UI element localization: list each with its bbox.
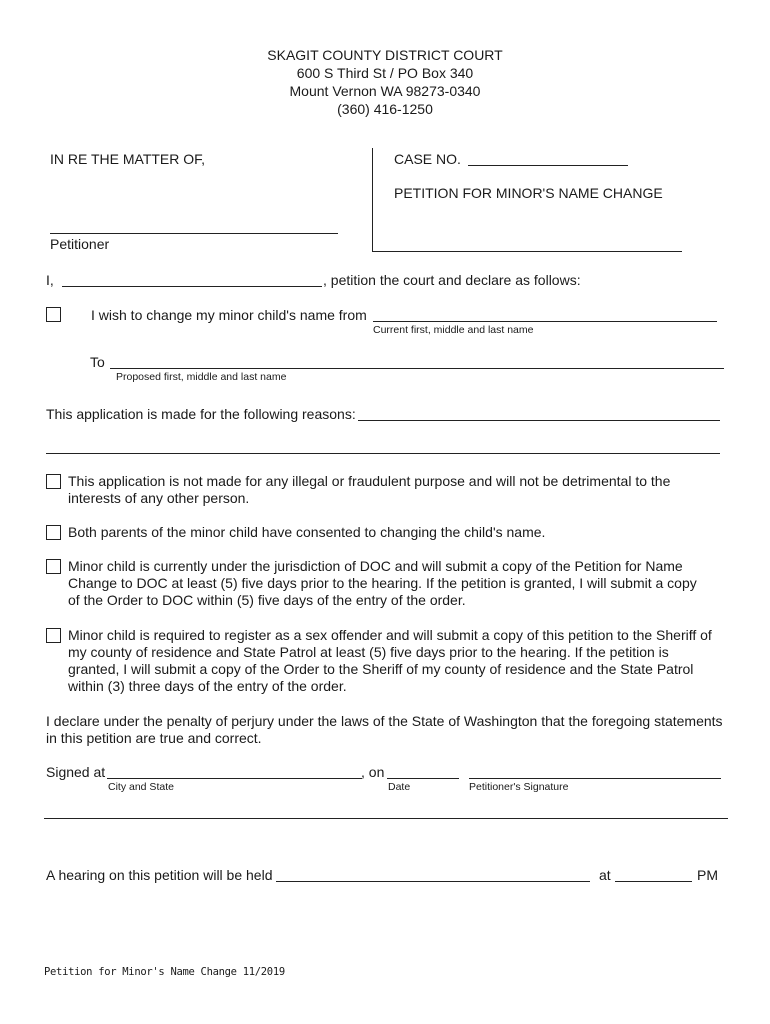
section-separator <box>44 818 728 819</box>
statement-sex-offender: Minor child is required to register as a sex offender and will submit a copy of this petition to the Sheriff of my county of residence and State Patrol at least (5) five days prior to the hearing. If the petition is granted, I will submit a copy of the Order to the Sheriff of my county of residence and the State Patrol within (3) three days of the entry of the order. <box>68 627 712 694</box>
form-footer: Petition for Minor's Name Change 11/2019 <box>44 966 285 978</box>
date-field[interactable] <box>387 778 459 779</box>
caption-divider <box>372 148 373 252</box>
city-state-hint: City and State <box>108 781 174 793</box>
petitioner-label: Petitioner <box>50 236 110 252</box>
matter-label: IN RE THE MATTER OF, <box>50 151 206 167</box>
declaration-suffix: , petition the court and declare as follows: <box>323 272 581 288</box>
perjury-declaration: I declare under the penalty of perjury under the laws of the State of Washington that the foregoing statements in this petition are true and correct. <box>46 713 723 746</box>
hearing-at-label: at <box>599 867 611 883</box>
on-label: , on <box>361 764 385 780</box>
name-change-text: I wish to change my minor child's name from <box>91 307 367 323</box>
case-no-label: CASE NO. <box>394 151 461 167</box>
statement-doc-jurisdiction: Minor child is currently under the jurisdiction of DOC and will submit a copy of the Petition for Name Change to DOC at least (5) five days prior to the hearing. If the petition is granted, I will submit a copy of the Order to DOC within (5) five days of the entry of the order. <box>68 558 697 608</box>
declaration-prefix: I, <box>46 272 54 288</box>
signed-at-label: Signed at <box>46 764 106 780</box>
name-change-checkbox[interactable] <box>46 307 61 322</box>
proposed-name-hint: Proposed first, middle and last name <box>116 371 287 383</box>
hearing-text: A hearing on this petition will be held <box>46 867 273 883</box>
court-name: SKAGIT COUNTY DISTRICT COURT <box>267 47 503 63</box>
reasons-field-line1[interactable] <box>358 420 720 421</box>
court-address-line1: 600 S Third St / PO Box 340 <box>296 65 474 81</box>
current-name-hint: Current first, middle and last name <box>373 324 534 336</box>
statement-lawful-purpose: This application is not made for any illegal or fraudulent purpose and will not be detrimental to the interests of any other person. <box>68 473 671 506</box>
caption-bottom-rule <box>372 251 682 252</box>
case-no-field[interactable] <box>468 165 628 166</box>
court-address-line2: Mount Vernon WA 98273-0340 <box>289 83 481 99</box>
petitioner-name-field[interactable] <box>50 233 338 234</box>
proposed-name-field[interactable] <box>110 368 724 369</box>
current-name-field[interactable] <box>373 321 717 322</box>
statement-parental-consent: Both parents of the minor child have consented to changing the child's name. <box>68 524 546 540</box>
court-phone: (360) 416-1250 <box>337 101 433 117</box>
petitioner-signature-field[interactable] <box>469 778 721 779</box>
reasons-label: This application is made for the following reasons: <box>46 406 356 422</box>
statement-checkbox-sex-offender[interactable] <box>46 628 61 643</box>
form-title: PETITION FOR MINOR'S NAME CHANGE <box>394 185 663 201</box>
hearing-time-field[interactable] <box>615 881 692 882</box>
date-hint: Date <box>388 781 411 793</box>
hearing-date-field[interactable] <box>276 881 590 882</box>
statement-checkbox-lawful-purpose[interactable] <box>46 474 61 489</box>
to-label: To <box>90 354 105 370</box>
statement-checkbox-parental-consent[interactable] <box>46 525 61 540</box>
hearing-pm-label: PM <box>697 867 718 883</box>
declarant-name-field[interactable] <box>62 286 322 287</box>
reasons-field-line2[interactable] <box>46 453 720 454</box>
statement-checkbox-doc-jurisdiction[interactable] <box>46 559 61 574</box>
city-state-field[interactable] <box>107 778 362 779</box>
signature-hint: Petitioner's Signature <box>469 781 569 793</box>
